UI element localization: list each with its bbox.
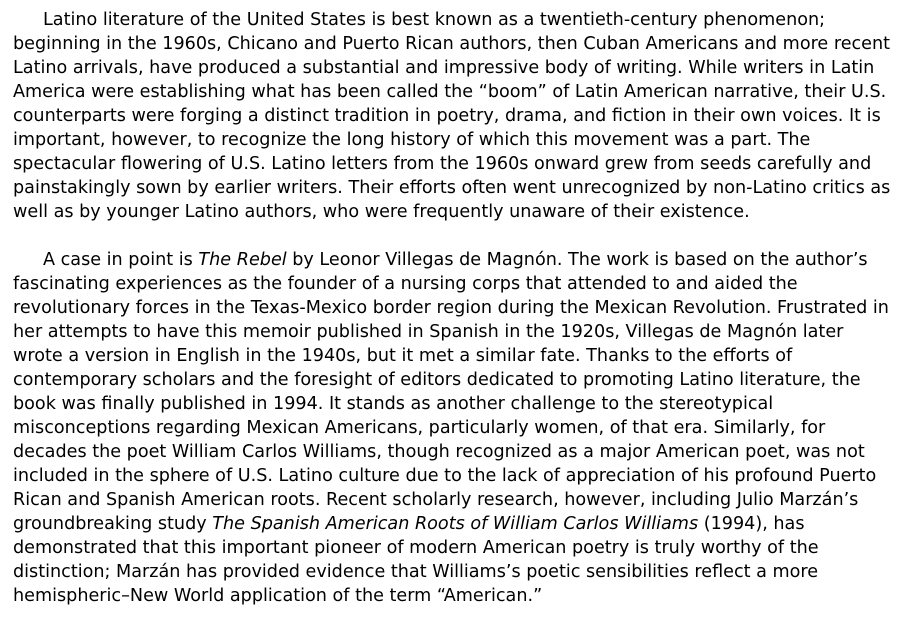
book-title-spanish-american-roots: The Spanish American Roots of William Carlos Williams	[212, 514, 699, 534]
paragraph-2-text-b: by Leonor Villegas de Magnón. The work is based on the author’s fascinating experiences as the founder of a nursing corps that attended to and aided the revolutionary forces in the Texas-Mexico border region during the Mexican Revolution. Frustrated in her attempts to have this memoir published in Spanish in the 1920s, Villegas de Magnón later wrote a version in English in the 1940s, but it met a similar fate. Thanks to the efforts of contemporary scholars and the foresight of editors dedicated to promoting Latino literature, the book was finally published in 1994. It stands as another challenge to the stereotypical misconceptions regarding Mexican Americans, particularly women, of that era. Similarly, for decades the poet William Carlos Williams, though recognized as a major American poet, was not included in the sphere of U.S. Latino culture due to the lack of appreciation of his profound Puerto Rican and Spanish American roots. Recent scholarly research, however, including Julio Marzán’s groundbreaking study	[13, 250, 889, 534]
paragraph-2-text-a: A case in point is	[43, 250, 199, 270]
book-title-the-rebel: The Rebel	[198, 250, 287, 270]
paragraph-1-text: Latino literature of the United States is best known as a twentieth-century phenomenon; beginning in the 1960s, Chicano and Puerto Rican authors, then Cuban Americans and more recent Latino arrivals, have produced a substantial and impressive body of writing. While writers in Latin America were establishing what has been called the “boom” of Latin American narrative, their U.S. counterparts were forging a distinct tradition in poetry, drama, and fiction in their own voices. It is important, however, to recognize the long history of which this movement was a part. The spectacular flowering of U.S. Latino letters from the 1960s onward grew from seeds carefully and painstakingly sown by earlier writers. Their efforts often went unrecognized by non-Latino critics as well as by younger Latino authors, who were frequently unaware of their existence.	[13, 10, 891, 222]
document-body	[13, 8, 897, 608]
paragraph-2	[13, 248, 897, 608]
paragraph-1	[13, 8, 897, 224]
paragraph-2-text-c: (1994), has demonstrated that this important pioneer of modern American poetry is truly worthy of the distinction; Marzán has provided evidence that Williams’s poetic sensibilities reflect a more hemispheric–New World application of the term “American.”	[13, 514, 819, 606]
